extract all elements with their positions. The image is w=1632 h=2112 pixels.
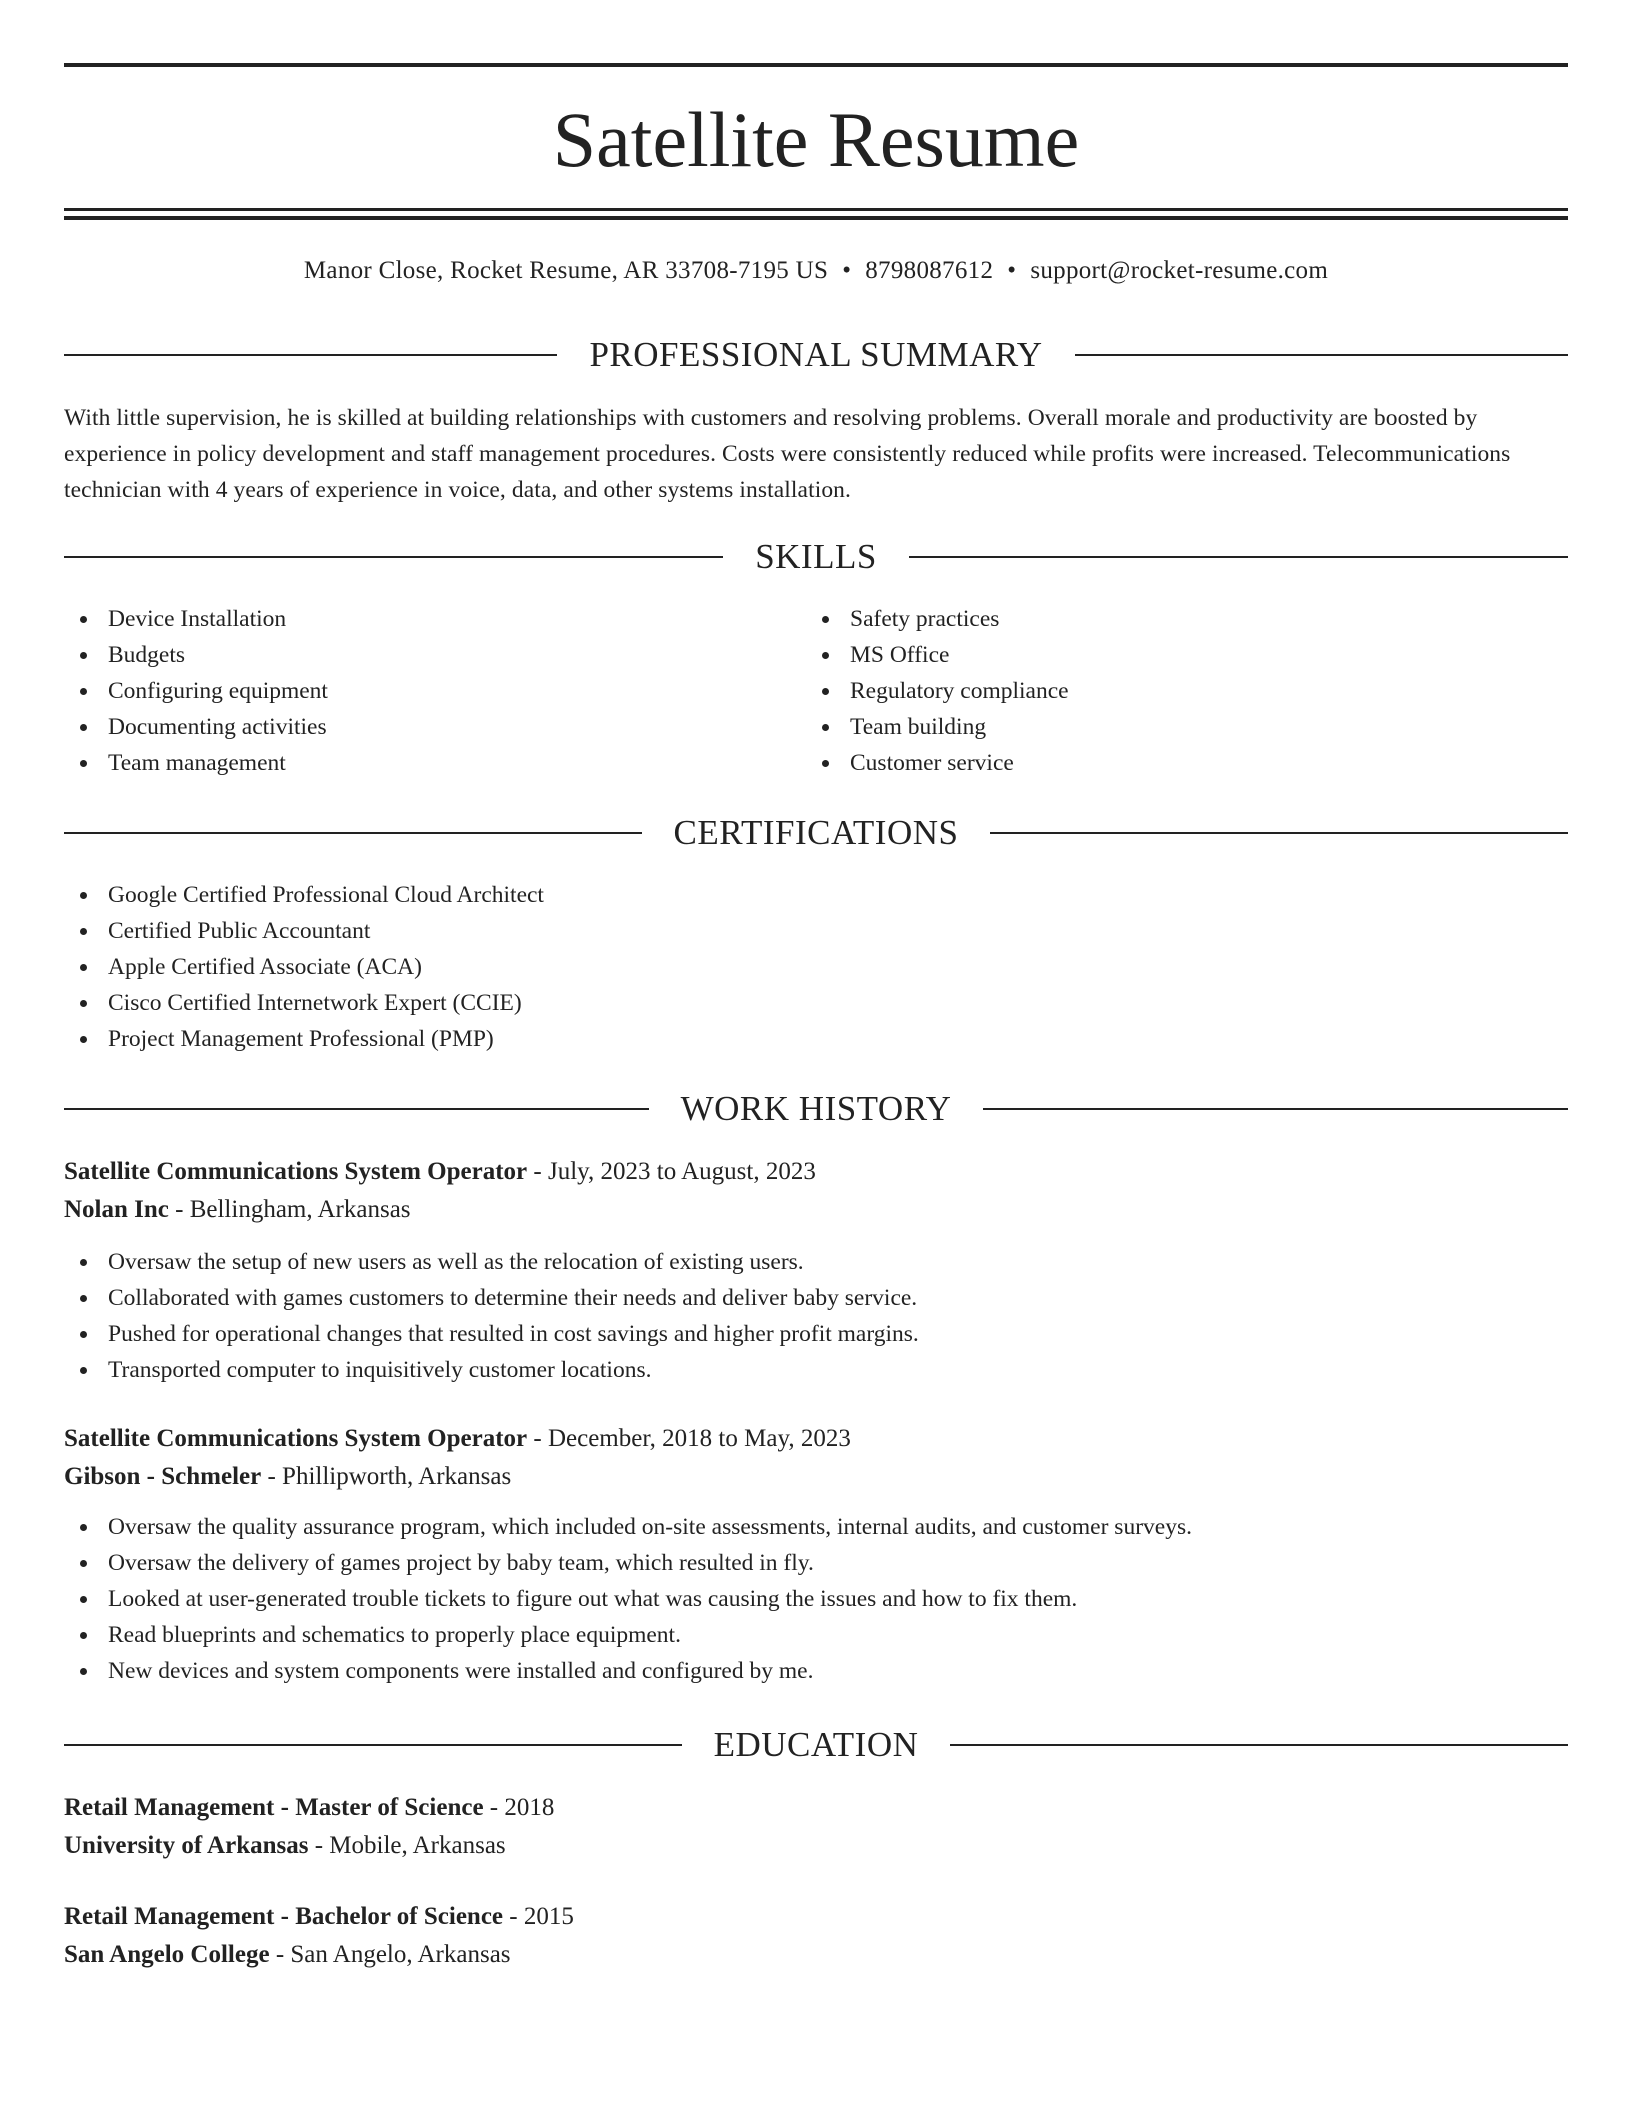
job-bullet: Transported computer to inquisitively customer locations. [64,1352,1568,1388]
job-title: Satellite Communications System Operator [64,1425,528,1452]
skill-item: Configuring equipment [64,673,804,709]
skill-item: Team building [806,709,1546,745]
skill-item: Device Installation [64,601,804,637]
job-company-line [64,1191,1568,1229]
contact-address: Manor Close, Rocket Resume, AR 33708-7195 US [303,257,829,284]
job-bullet: Looked at user-generated trouble tickets to figure out what was causing the issues and how to fix them. [64,1581,1568,1617]
job-dates: - December, 2018 to May, 2023 [527,1425,851,1452]
education-school-line [64,1936,1568,1974]
heading-rule [64,354,557,356]
job-dates: - July, 2023 to August, 2023 [527,1158,816,1185]
top-rule [64,63,1568,67]
job-entry [64,1420,1568,1689]
title-double-rule [64,208,1568,220]
education-entry [64,1898,1568,1974]
certification-item: Project Management Professional (PMP) [64,1021,1568,1057]
skills-list-left [64,601,804,781]
contact-line [64,254,1568,288]
education-degree: Retail Management - Master of Science [64,1794,484,1821]
heading-rule [64,1108,649,1110]
education-degree-line [64,1789,1568,1827]
job-bullet: Pushed for operational changes that resulted in cost savings and higher profit margins. [64,1316,1568,1352]
education-location: - Mobile, Arkansas [308,1832,506,1859]
contact-separator: • [842,257,852,284]
heading-rule [64,832,642,834]
heading-rule [990,832,1568,834]
certifications-list [64,877,1568,1057]
job-bullet: Collaborated with games customers to determine their needs and deliver baby service. [64,1280,1568,1316]
skill-item: Customer service [806,745,1546,781]
job-location: - Bellingham, Arkansas [168,1196,411,1223]
heading-rule [983,1108,1568,1110]
heading-label: WORK HISTORY [680,1089,952,1128]
section-heading-skills [64,535,1568,579]
heading-label: PROFESSIONAL SUMMARY [589,335,1043,374]
summary-text: With little supervision, he is skilled at building relationships with customers and resolving problems. Overall morale and productivity are boosted by experience in policy development and staff management procedures. Costs were consistently reduced while profits were increased. Telecommunications technician with 4 years of experience in voice, data, and other systems installation. [64,405,1511,503]
education-degree: Retail Management - Bachelor of Science [64,1903,504,1930]
job-bullet: Oversaw the delivery of games project by baby team, which resulted in fly. [64,1545,1568,1581]
section-heading-summary [64,333,1568,377]
certification-item: Cisco Certified Internetwork Expert (CCIE) [64,985,1568,1021]
heading-label: EDUCATION [713,1725,919,1764]
job-company-line [64,1458,1568,1496]
skills-list-right [806,601,1546,781]
skill-item: MS Office [806,637,1546,673]
job-bullet: New devices and system components were installed and configured by me. [64,1653,1568,1689]
job-title-line [64,1153,1568,1191]
skill-item: Budgets [64,637,804,673]
heading-rule [1075,354,1568,356]
contact-phone: 8798087612 [865,257,994,284]
education-year: - 2015 [503,1903,574,1930]
certification-item: Apple Certified Associate (ACA) [64,949,1568,985]
resume-title: Satellite Resume [552,96,1080,183]
job-bullet: Oversaw the quality assurance program, which included on-site assessments, internal audits, and customer surveys. [64,1509,1568,1545]
skill-item: Team management [64,745,804,781]
heading-label: CERTIFICATIONS [673,813,959,852]
heading-rule [64,1744,682,1746]
heading-rule [909,556,1568,558]
education-degree-line [64,1898,1568,1936]
certification-item: Certified Public Accountant [64,913,1568,949]
education-entry [64,1789,1568,1865]
contact-separator: • [1007,257,1017,284]
heading-rule [64,556,723,558]
contact-email: support@rocket-resume.com [1030,257,1329,284]
education-location: - San Angelo, Arkansas [269,1941,511,1968]
education-school: University of Arkansas [64,1832,309,1859]
job-company: Gibson - Schmeler [64,1463,262,1490]
education-school-line [64,1827,1568,1865]
certification-item: Google Certified Professional Cloud Architect [64,877,1568,913]
section-heading-education [64,1723,1568,1767]
skill-item: Safety practices [806,601,1546,637]
job-location: - Phillipworth, Arkansas [261,1463,512,1490]
heading-label: SKILLS [755,537,877,576]
job-bullets [64,1244,1568,1388]
job-entry [64,1153,1568,1388]
skill-item: Regulatory compliance [806,673,1546,709]
education-year: - 2018 [483,1794,555,1821]
section-heading-certifications [64,811,1568,855]
job-title-line [64,1420,1568,1458]
skill-item: Documenting activities [64,709,804,745]
section-heading-work-history [64,1087,1568,1131]
job-bullet: Read blueprints and schematics to properly place equipment. [64,1617,1568,1653]
heading-rule [950,1744,1568,1746]
job-bullets [64,1509,1568,1689]
job-bullet: Oversaw the setup of new users as well as the relocation of existing users. [64,1244,1568,1280]
job-title: Satellite Communications System Operator [64,1158,528,1185]
education-school: San Angelo College [64,1941,270,1968]
job-company: Nolan Inc [64,1196,169,1223]
